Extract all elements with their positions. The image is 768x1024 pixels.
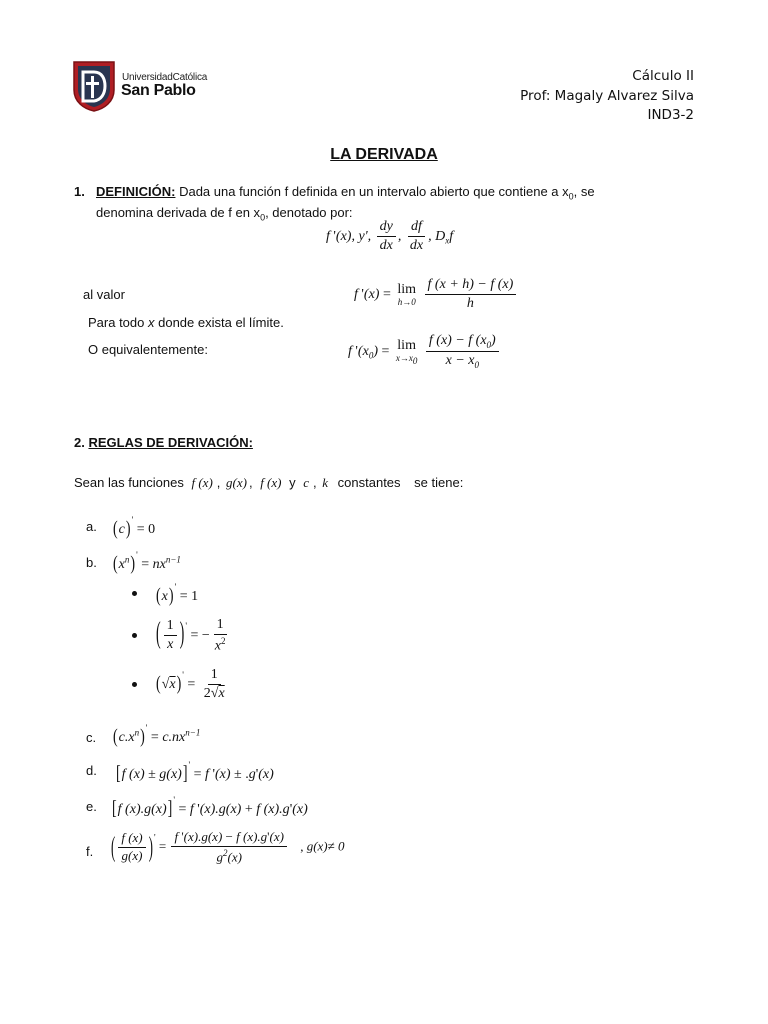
rule-b-example-1: (x)' = 1 <box>156 582 199 608</box>
course-name: Cálculo II <box>632 68 694 84</box>
logo-university-label: UniversidadCatólica <box>122 72 208 83</box>
university-logo <box>72 60 208 112</box>
para-todo-x: x <box>148 315 155 330</box>
section2-intro: Sean las funciones f (x) , g(x) , f (x) y c , k constantes se tiene: <box>74 475 464 490</box>
rule-f-formula: ( $\frac{f (x)}{g(x)}$ )' = $\frac{f '(x).g(x) - f (x).g'(x)}{g^2(x)}$ , g(x)≠ 0 <box>111 828 345 865</box>
header-info <box>520 67 694 126</box>
rule-b-label: b. <box>86 555 97 570</box>
definition-heading: DEFINICIÓN: <box>96 184 176 199</box>
para-todo-text <box>88 315 284 330</box>
para-todo-part2: donde exista el límite. <box>154 315 284 330</box>
rule-a-label: a. <box>86 519 97 534</box>
definition-text-1-end: , se <box>573 184 595 199</box>
rule-d-formula: [f (x) ± g(x)]' = f '(x) ± .g'(x) <box>116 760 274 786</box>
section2-number: 2. <box>74 435 85 450</box>
rule-e-label: e. <box>86 799 97 814</box>
rule-f-label: f. <box>86 844 94 859</box>
subscript-zero: 0 <box>260 212 266 223</box>
rule-b-example-2: ( $\frac{1}{x}$ )' = − $\frac{1}{x^2}$ <box>156 617 226 654</box>
section2-heading <box>74 435 253 450</box>
bullet-1 <box>132 591 137 596</box>
al-valor-label: al valor <box>83 287 125 302</box>
page-title: LA DERIVADA <box>330 146 438 163</box>
definition-text-2: denomina derivada de f en x <box>96 204 261 220</box>
intro-y: y <box>289 475 296 490</box>
group-code: IND3-2 <box>647 107 694 123</box>
derivative-notation-formula: f '(x), y', $\frac{dy}{dx}$ , $\frac{df}{dx}$ , $D_xf$ <box>326 219 454 254</box>
logo-name: San Pablo <box>121 82 196 99</box>
rule-c-formula: $(c.x^n)' = c.nx^{n-1}$ <box>113 723 201 749</box>
rule-b-formula: $(x^n)' = nx^{n-1}$ <box>113 550 181 576</box>
shield-icon <box>72 60 116 112</box>
bullet-2 <box>132 633 137 638</box>
limit-equivalent-formula: f '$(x_0)$ = lim $x\to x_0$ $\frac{f (x) - f (x_0)}{x - x_0}$ <box>348 333 501 370</box>
section1-number: 1. <box>74 184 85 199</box>
bullet-3 <box>132 682 137 687</box>
para-todo-part1: Para todo <box>88 315 148 330</box>
equivalente-label: O equivalentemente: <box>88 342 208 357</box>
subscript-zero: 0 <box>568 191 574 202</box>
definition-text-2-end: , denotado por: <box>265 204 353 220</box>
rule-c-label: c. <box>86 730 97 745</box>
definition-text-1: Dada una función f definida en un intervalo abierto que contiene a x <box>179 184 569 199</box>
intro-constantes: constantes <box>337 475 401 490</box>
professor-name: Prof: Magaly Alvarez Silva <box>520 87 694 104</box>
rule-a-formula: (c)' = 0 <box>113 515 156 541</box>
limit-definition-formula: f '(x) = lim h→0 $\frac{f (x + h) - f (x)}{h}$ <box>354 277 518 312</box>
rule-e-formula: [f (x).g(x)]' = f '(x).g(x) + f (x).g'(x) <box>112 795 308 821</box>
section2-title: REGLAS DE DERIVACIÓN: <box>88 435 253 450</box>
rule-d-label: d. <box>86 763 97 778</box>
rule-b-example-3: (√x)' = $\frac{1}{2√x}$ <box>156 667 225 702</box>
intro-start: Sean las funciones <box>74 475 184 490</box>
intro-end: se tiene: <box>414 475 464 490</box>
